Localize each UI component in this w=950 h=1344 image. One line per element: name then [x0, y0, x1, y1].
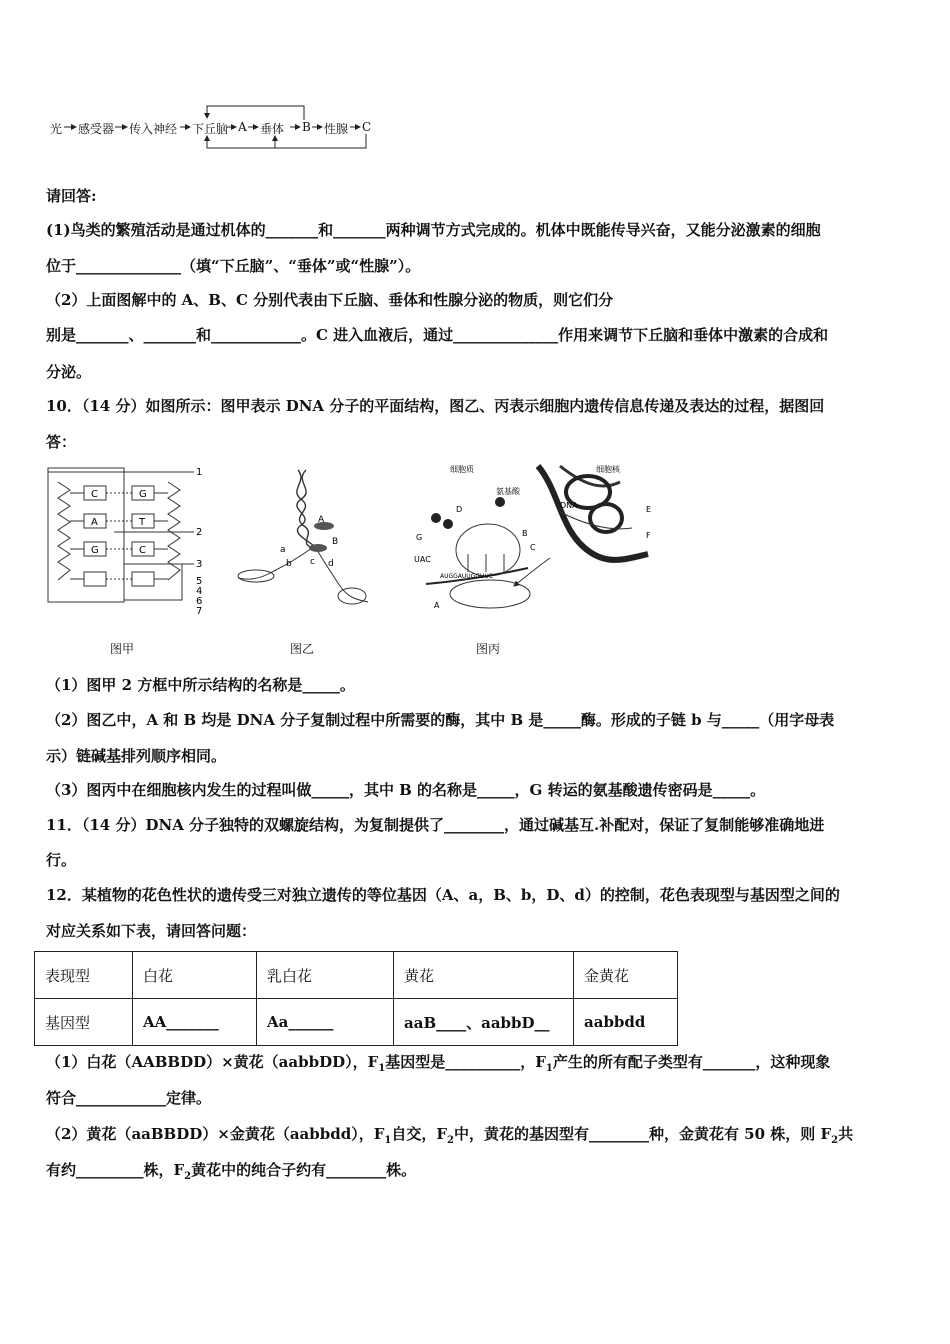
bing-label: 细胞质 [450, 465, 474, 474]
table-cell: 基因型 [35, 999, 133, 1046]
table-cell: 乳白花 [257, 952, 394, 999]
text-span: 中，黄花的基因型有________种，金黄花有 50 株，则 F [453, 1125, 832, 1143]
table-cell: 表现型 [35, 952, 133, 999]
jia-number: 4 [196, 586, 203, 597]
yi-label: c [310, 557, 315, 567]
q9-part2-line2: 别是_______、_______和____________。C 进入血液后，通过______________作用来调节下丘脑和垂体中激素的合成和 [46, 326, 829, 344]
jia-number: 2 [196, 527, 203, 538]
q12-part2-line1 [46, 1124, 908, 1151]
figure-yi-replication [228, 462, 378, 620]
figure-bing-expression [410, 462, 660, 620]
q12-part1-line2: 符合____________定律。 [46, 1089, 212, 1107]
bing-label: D [456, 505, 463, 514]
q9-part1-line2: 位于______________（填“下丘脑”、“垂体”或“性腺”）。 [46, 257, 421, 275]
flow-node: C [362, 120, 372, 134]
subscript: 2 [184, 1171, 192, 1182]
table-cell: Aa______ [257, 999, 394, 1046]
table-cell: 金黄花 [574, 952, 678, 999]
text-span: 有约_________株，F [46, 1161, 185, 1179]
bing-label: G [416, 533, 423, 542]
subscript: 2 [446, 1135, 454, 1146]
figure-caption-jia: 图甲 [110, 642, 135, 656]
yi-label: A [318, 515, 325, 525]
bing-label: A [434, 601, 440, 610]
q12-part2-line2 [46, 1160, 908, 1187]
yi-label: d [328, 559, 334, 569]
text-span: 基因型是__________，F [385, 1053, 546, 1071]
bing-label: C [530, 543, 536, 552]
flow-node: 下丘脑 [192, 122, 229, 136]
subscript: 2 [831, 1135, 839, 1146]
q10-part2-line2: 示）链碱基排列顺序相同。 [46, 747, 227, 765]
q10-heading-cont: 答： [46, 433, 77, 451]
jia-number: 3 [196, 559, 203, 570]
table-cell: 白花 [133, 952, 257, 999]
flow-node: B [302, 120, 311, 134]
table-cell: 黄花 [394, 952, 574, 999]
figure-jia-dna [44, 462, 214, 620]
jia-number: 7 [196, 606, 203, 617]
table-cell: AA_______ [133, 999, 257, 1046]
flow-node: 垂体 [260, 122, 285, 136]
subscript: 1 [378, 1063, 386, 1074]
q9-part2-line1: （2）上面图解中的 A、B、C 分别代表由下丘脑、垂体和性腺分泌的物质，则它们分 [46, 291, 614, 309]
flow-node: A [238, 120, 247, 134]
text-span: 产生的所有配子类型有_______，这种现象 [552, 1053, 831, 1071]
table-cell: aabbdd [574, 999, 678, 1046]
yi-label: b [286, 559, 292, 569]
q10-part2-line1: （2）图乙中，A 和 B 均是 DNA 分子复制过程中所需要的酶，其中 B 是_____酶。形成的子链 b 与_____（用字母表 [46, 711, 835, 729]
jia-base: C [139, 545, 146, 556]
figure-caption-yi: 图乙 [290, 642, 315, 656]
bing-label: B [522, 529, 528, 538]
q9-prompt: 请回答: [46, 187, 97, 205]
jia-base: A [91, 517, 98, 528]
flow-diagram [0, 100, 400, 160]
table-row [35, 952, 678, 999]
table-cell: aaB____、aabbD__ [394, 999, 574, 1046]
text-span: 黄花中的纯合子约有________株。 [191, 1161, 417, 1179]
text-span: 自交，F [391, 1125, 447, 1143]
text-span: （2）黄花（aaBBDD）×金黄花（aabbdd），F [46, 1125, 385, 1143]
bing-label: 氨基酸 [496, 487, 520, 496]
text-span: （1）白花（AABBDD）×黄花（aabbDD），F [46, 1053, 379, 1071]
phenotype-genotype-table [34, 951, 678, 1046]
jia-number: 5 [196, 576, 203, 587]
subscript: 1 [545, 1063, 553, 1074]
jia-base: G [91, 545, 99, 556]
q10-part3: （3）图丙中在细胞核内发生的过程叫做_____，其中 B 的名称是_____，G 转运的氨基酸遗传密码是_____。 [46, 781, 766, 799]
yi-label: B [332, 537, 339, 547]
jia-base: C [91, 489, 98, 500]
bing-label: AUGGAUUGGUUC [440, 573, 493, 580]
jia-number: 1 [196, 467, 203, 478]
flow-node: 传入神经 [129, 122, 178, 136]
flow-node: 感受器 [78, 122, 115, 136]
yi-label: a [280, 545, 286, 555]
text-span: 共 [838, 1125, 854, 1143]
q12-line2: 对应关系如下表，请回答问题： [46, 922, 257, 940]
jia-base: T [139, 517, 146, 528]
bing-label: 细胞核 [596, 465, 620, 474]
flow-node: 性腺 [324, 122, 349, 136]
bing-label: UAC [414, 555, 431, 564]
q11-line2: 行。 [46, 851, 77, 869]
q10-heading: 10．（14 分）如图所示：图甲表示 DNA 分子的平面结构，图乙、丙表示细胞内遗传信息传递及表达的过程，据图回 [46, 397, 825, 415]
bing-label: E [646, 505, 652, 514]
bing-label: F [646, 531, 651, 540]
q9-part1-line1: (1)鸟类的繁殖活动是通过机体的_______和_______两种调节方式完成的。机体中既能传导兴奋，又能分泌激素的细胞 [46, 221, 821, 239]
subscript: 1 [384, 1135, 392, 1146]
figure-caption-bing: 图丙 [476, 642, 501, 656]
bing-label: DNA [560, 501, 578, 510]
jia-number: 6 [196, 596, 203, 607]
q11-line1: 11．（14 分）DNA 分子独特的双螺旋结构，为复制提供了________，通过碱基互.补配对，保证了复制能够准确地进 [46, 816, 825, 834]
q12-part1-line1 [46, 1052, 908, 1079]
flow-node: 光 [50, 122, 63, 136]
q10-part1: （1）图甲 2 方框中所示结构的名称是_____。 [46, 676, 355, 694]
jia-base: G [139, 489, 147, 500]
table-row [35, 999, 678, 1046]
q9-part2-line3: 分泌。 [46, 363, 92, 381]
q12-line1: 12．某植物的花色性状的遗传受三对独立遗传的等位基因（A、a，B、b，D、d）的控制，花色表现型与基因型之间的 [46, 886, 840, 904]
